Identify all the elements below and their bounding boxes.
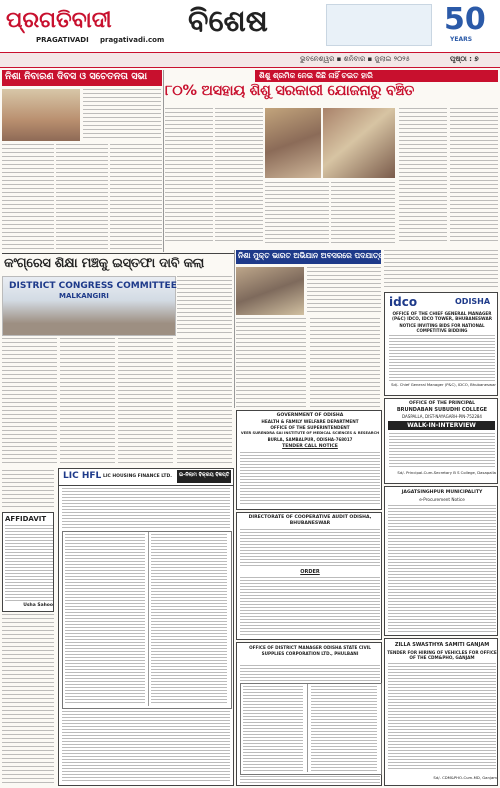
idco-ad bbox=[384, 292, 498, 396]
story-2 bbox=[165, 70, 498, 245]
govt-office: OFFICE OF THE SUPERINTENDENT bbox=[270, 425, 350, 430]
story-4-text-col-c bbox=[310, 318, 380, 408]
masthead bbox=[0, 0, 500, 68]
lichfl-table bbox=[62, 531, 232, 709]
story-3-text-col-d bbox=[177, 338, 232, 466]
story-3-headline: କଂଗ୍ରେସ ଶିକ୍ଷା ମଞ୍ଚକୁ ଇସ୍ତଫା ଦାବି କଲା bbox=[4, 256, 205, 271]
story-3-banner-sub: MALKANGIRI bbox=[59, 292, 109, 300]
affidavit-sign: Usha Sahoo bbox=[23, 603, 53, 608]
govt-call: TENDER CALL NOTICE bbox=[282, 444, 338, 449]
affidavit-title: AFFIDAVIT bbox=[5, 515, 47, 523]
lichfl-table-col-b bbox=[151, 534, 227, 704]
civil-title: OFFICE OF DISTRICT MANAGER ODISHA STATE CIVIL SUPPLIES CORPORATION LTD., PHULBANI bbox=[249, 645, 371, 656]
story-1-text-col-a bbox=[83, 89, 161, 141]
lichfl-table-divider bbox=[148, 532, 149, 706]
zilla-title: ZILLA SWASTHYA SAMITI GANJAM bbox=[394, 642, 490, 648]
story-1-headline: ନିଶା ନିବାରଣ ଦିବସ ଓ ସଚେତନତା ସଭା bbox=[5, 71, 148, 82]
story-2-kicker-bar bbox=[255, 70, 498, 82]
jagat-body bbox=[388, 505, 496, 633]
idco-notice: NOTICE INVITING BIDS FOR NATIONAL COMPETITIVE BIDDING bbox=[399, 323, 485, 333]
story-3-photo bbox=[2, 276, 176, 336]
jagat-title: JAGATSINGHPUR MUNICIPALITY bbox=[401, 490, 483, 495]
lichfl-terms bbox=[62, 711, 230, 783]
story-3-text-col-b bbox=[60, 338, 115, 466]
college-ad bbox=[384, 398, 498, 484]
civil-intro bbox=[240, 665, 380, 681]
story-2-text-col-e bbox=[399, 108, 447, 244]
left-col-text bbox=[2, 470, 54, 510]
civil-supplies-ad bbox=[236, 642, 382, 786]
govt-dept: HEALTH & FAMILY WELFARE DEPARTMENT bbox=[261, 419, 359, 424]
header-ad-box bbox=[326, 4, 432, 46]
college-place: DASPALLA, DIST-NAYAGARH-PIN-752284 bbox=[402, 414, 482, 419]
story-3-text-col-a bbox=[2, 338, 57, 466]
e-auction-label: ଇ-ନିଲାମ ବିକ୍ରୟ ବିଜ୍ଞପ୍ତି bbox=[179, 472, 230, 478]
story-1-headline-bar bbox=[2, 70, 162, 86]
story-2-text-col-c bbox=[265, 182, 329, 244]
govt-body bbox=[240, 452, 380, 506]
idco-logo: idco bbox=[389, 295, 418, 309]
jagat-sub: e-Procurement Notice bbox=[419, 497, 465, 502]
lichfl-ad bbox=[58, 468, 234, 786]
right-col-text bbox=[384, 250, 498, 290]
col-sep-1 bbox=[163, 70, 164, 252]
story-1-text-col-b bbox=[2, 144, 54, 250]
story-2-text-col-a bbox=[165, 108, 213, 244]
section-title: ବିଶେଷ bbox=[188, 4, 268, 39]
story-2-photo-left bbox=[265, 108, 321, 178]
lichfl-sub: LIC HOUSING FINANCE LTD. bbox=[103, 474, 172, 479]
anniversary-sub: YEARS bbox=[450, 36, 473, 43]
story-1-text-col-c bbox=[56, 144, 108, 250]
story-3-text-col-c bbox=[118, 338, 173, 466]
zilla-ad bbox=[384, 638, 498, 786]
page-number: ପୃଷ୍ଠା : ୭ bbox=[450, 55, 479, 63]
story-4-headline: ନିଶା ମୁକ୍ତ ଭାରତ ଅଭିଯାନ ଅବସରରେ ପଦଯାତ୍ରା bbox=[238, 251, 385, 260]
masthead-logo-text: ପ୍ରଗତିବାଦୀ bbox=[6, 8, 112, 33]
affidavit-body bbox=[5, 525, 53, 601]
story-3-banner-text: DISTRICT CONGRESS COMMITTEE bbox=[9, 281, 177, 291]
left-col-classifieds bbox=[2, 614, 54, 786]
story-4-photo bbox=[236, 267, 304, 315]
coop-audit-ad bbox=[236, 512, 382, 640]
story-3-text-side bbox=[177, 276, 232, 334]
govt-inst: VEER SURENDRA SAI INSTITUTE OF MEDICAL SCIENCES & RESEARCH bbox=[240, 431, 380, 435]
story-3 bbox=[2, 256, 232, 466]
story-2-text-col-b bbox=[215, 108, 263, 244]
college-body bbox=[389, 433, 495, 469]
story-2-headline: ୮୦% ଅସହାୟ ଶିଶୁ ସରକାରୀ ଯୋଜନାରୁ ବଞ୍ଚିତ bbox=[165, 83, 415, 99]
lichfl-logo: LIC HFL bbox=[63, 471, 102, 481]
civil-table bbox=[240, 683, 382, 775]
story-1-text-col-d bbox=[110, 144, 162, 250]
masthead-website: pragativadi.com bbox=[100, 36, 165, 44]
college-name: BRUNDABAN SUBUDHI COLLEGE bbox=[396, 407, 488, 413]
story-1 bbox=[2, 70, 162, 252]
story-2-text-col-d bbox=[331, 182, 395, 244]
story-2-photo-right bbox=[323, 108, 395, 178]
story-2-text-col-f bbox=[450, 108, 498, 244]
odisha-logo: ODISHA bbox=[455, 297, 491, 306]
govt-title: GOVERNMENT OF ODISHA bbox=[276, 413, 344, 418]
lichfl-intro bbox=[62, 488, 230, 528]
dateline-bar bbox=[0, 52, 500, 68]
story-4-headline-bar bbox=[236, 250, 385, 264]
story-4 bbox=[236, 250, 385, 408]
zilla-sign: Sd/- CDM&PHO-Cum-MD, Ganjam bbox=[433, 775, 497, 780]
college-title: OFFICE OF THE PRINCIPAL bbox=[409, 401, 475, 406]
zilla-body bbox=[388, 663, 496, 771]
lichfl-table-col-a bbox=[65, 534, 145, 704]
e-auction-badge bbox=[177, 470, 231, 483]
anniversary-badge bbox=[440, 2, 492, 48]
anniversary-number: 50 bbox=[444, 2, 486, 37]
lichfl-header bbox=[59, 469, 233, 486]
zilla-tender: TENDER FOR HIRING OF VEHICLES FOR OFFICE OF THE CDM&PHO, GANJAM bbox=[387, 650, 497, 660]
jagatsinghpur-ad bbox=[384, 486, 498, 636]
idco-body bbox=[389, 335, 495, 381]
row-sep-1 bbox=[2, 253, 234, 254]
coop-title: DIRECTORATE OF COOPERATIVE AUDIT ODISHA, BHUBANESWAR bbox=[248, 515, 372, 526]
walkin-bar bbox=[388, 421, 495, 430]
college-sign: Sd/- Principal-Cum-Secretary B S College, Dasapalla bbox=[397, 470, 496, 475]
civil-table-divider bbox=[307, 684, 308, 772]
coop-body-b bbox=[240, 577, 380, 637]
govt-tender-ad bbox=[236, 410, 382, 510]
civil-table-col-a bbox=[243, 686, 303, 772]
civil-table-col-b bbox=[311, 686, 377, 772]
story-4-text-col-a bbox=[307, 267, 381, 315]
story-4-text-col-b bbox=[236, 318, 306, 408]
coop-order: ORDER bbox=[300, 569, 320, 575]
idco-footer: Sd/- Chief General Manager (P&C), IDCO, Bhubaneswar bbox=[391, 382, 496, 387]
story-2-kicker: ଶିଶୁ ଶ୍ରମିକ ନେଇ କିଛି ନାହିଁ ଚଇତ ହାରି bbox=[259, 71, 373, 80]
col-sep-2 bbox=[234, 250, 235, 408]
masthead-logo bbox=[6, 6, 171, 46]
idco-title: OFFICE OF THE CHIEF GENERAL MANAGER (P&C) IDCO, IDCO TOWER, BHUBANESWAR bbox=[392, 311, 492, 321]
coop-body-a bbox=[240, 529, 380, 567]
masthead-logo-sub: PRAGATIVADI bbox=[36, 36, 89, 44]
walkin-title: WALK-IN-INTERVIEW bbox=[407, 422, 476, 429]
civil-footer bbox=[240, 776, 380, 784]
govt-place: BURLA, SAMBALPUR, ODISHA-768017 bbox=[267, 437, 353, 442]
dateline: ଭୁବନେଶ୍ୱର ▪ ଶନିବାର ▪ ଜୁଲାଇ ୨୦୨୫ bbox=[300, 55, 411, 63]
affidavit-ad bbox=[2, 512, 54, 612]
story-1-photo bbox=[2, 89, 80, 141]
